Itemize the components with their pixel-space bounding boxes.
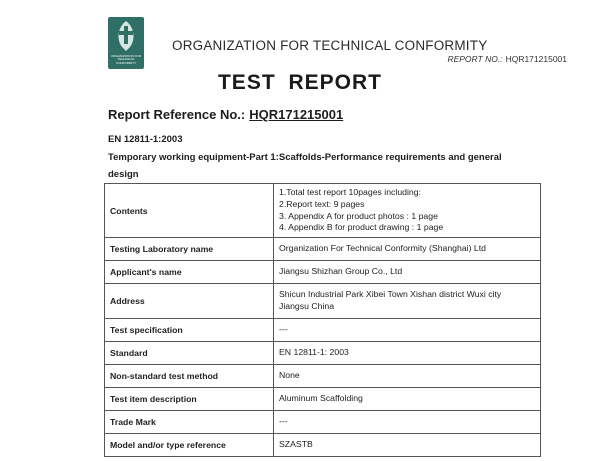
address-line: Shicun Industrial Park Xibei Town Xishan district Wuxi city <box>279 289 502 300</box>
row-label-standard: Standard <box>105 342 274 365</box>
report-reference-label: Report Reference No.: <box>108 107 246 122</box>
logo-caption: ORGANIZATION FOR TECHNICAL CONFORMITY <box>111 53 141 65</box>
report-info-table <box>104 183 541 457</box>
row-value-test-item-description: Aluminum Scaffolding <box>274 388 541 411</box>
row-value-testing-laboratory: Organization For Technical Conformity (Shanghai) Ltd <box>274 238 541 261</box>
row-value-model-reference: SZASTB <box>274 434 541 457</box>
report-reference-value: HQR171215001 <box>249 107 344 122</box>
row-label-applicant: Applicant's name <box>105 261 274 284</box>
row-label-contents: Contents <box>105 184 274 238</box>
organization-name: ORGANIZATION FOR TECHNICAL CONFORMITY <box>172 38 488 53</box>
table-row <box>105 411 541 434</box>
row-value-applicant: Jiangsu Shizhan Group Co., Ltd <box>274 261 541 284</box>
address-line: Jiangsu China <box>279 301 335 311</box>
contents-line: 4. Appendix B for product drawing : 1 page <box>279 222 444 233</box>
row-label-testing-laboratory: Testing Laboratory name <box>105 238 274 261</box>
table-row <box>105 434 541 457</box>
row-value-address <box>274 284 541 319</box>
table-row <box>105 238 541 261</box>
contents-line: 3. Appendix A for product photos : 1 page <box>279 210 438 221</box>
row-label-test-item-description: Test item description <box>105 388 274 411</box>
row-value-non-standard-method: None <box>274 365 541 388</box>
page-title: TEST REPORT <box>217 71 382 94</box>
report-number-label: REPORT NO.: <box>447 54 503 64</box>
report-number-header <box>0 54 567 64</box>
table-row <box>105 342 541 365</box>
table-row <box>105 184 541 238</box>
table-row <box>105 365 541 388</box>
row-value-test-specification: --- <box>274 319 541 342</box>
row-label-address: Address <box>105 284 274 319</box>
standard-title: Temporary working equipment-Part 1:Scaffolds-Performance requirements and general design <box>108 152 502 180</box>
contents-line: 1.Total test report 10pages including: <box>279 187 421 198</box>
row-value-standard: EN 12811-1: 2003 <box>274 342 541 365</box>
row-label-non-standard-method: Non-standard test method <box>105 365 274 388</box>
report-number-value: HQR171215001 <box>505 54 567 64</box>
row-label-model-reference: Model and/or type reference <box>105 434 274 457</box>
row-label-trade-mark: Trade Mark <box>105 411 274 434</box>
table-row <box>105 319 541 342</box>
report-reference <box>108 107 343 122</box>
table-row <box>105 284 541 319</box>
contents-line: 2.Report text: 9 pages <box>279 198 365 209</box>
row-value-contents <box>274 184 541 238</box>
table-row <box>105 388 541 411</box>
row-label-test-specification: Test specification <box>105 319 274 342</box>
row-value-trade-mark: --- <box>274 411 541 434</box>
standard-code: EN 12811-1:2003 <box>108 134 183 145</box>
table-row <box>105 261 541 284</box>
